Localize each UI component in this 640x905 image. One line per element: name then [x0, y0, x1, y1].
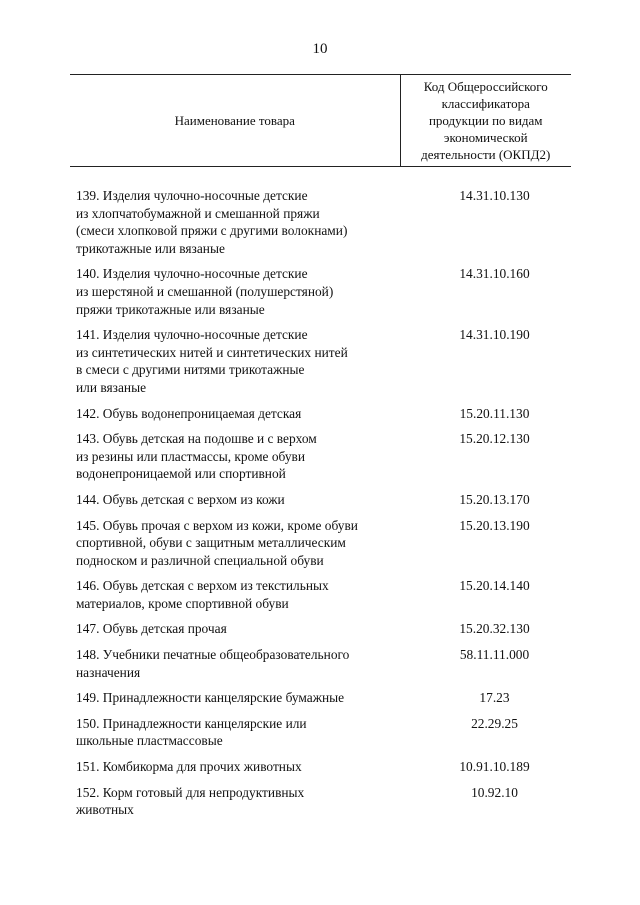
- table-row: [70, 577, 571, 620]
- product-name-cell: [70, 577, 400, 620]
- product-name-line: трикотажные или вязаные: [76, 240, 225, 256]
- product-name-cell: [70, 646, 400, 689]
- table-row: [70, 405, 571, 431]
- product-name-line: 142. Обувь водонепроницаемая детская: [76, 405, 302, 421]
- okpd2-code-cell: 14.31.10.130: [459, 188, 530, 203]
- product-name-line: 141. Изделия чулочно-носочные детские: [76, 327, 308, 343]
- header-code-line: продукции по видам: [428, 113, 543, 128]
- table-row: [70, 491, 571, 517]
- product-name-cell: [70, 715, 400, 758]
- table-row: [70, 620, 571, 646]
- product-name-line: 151. Комбикорма для прочих животных: [76, 759, 302, 775]
- product-name-cell: [70, 167, 400, 266]
- product-name-cell: [70, 758, 400, 784]
- product-name-line: 150. Принадлежности канцелярские или: [76, 715, 307, 731]
- okpd2-code-cell: 15.20.14.140: [459, 578, 530, 594]
- page-number: 10: [312, 41, 328, 57]
- product-name-line: 148. Учебники печатные общеобразовательного: [76, 647, 350, 663]
- table-row: [70, 326, 571, 404]
- header-code-line: деятельности (ОКПД2): [421, 147, 551, 162]
- table-header: [70, 75, 571, 167]
- product-name-cell: [70, 620, 400, 646]
- product-name-cell: [70, 784, 400, 827]
- product-name-line: из шерстяной и смешанной (полушерстяной): [76, 283, 334, 299]
- product-name-line: 139. Изделия чулочно-носочные детские: [76, 188, 308, 203]
- header-code-line: Код Общероссийского: [423, 79, 548, 94]
- okpd2-code-cell: 15.20.12.130: [459, 431, 530, 447]
- product-name-line: подноском и различной специальной обуви: [76, 552, 324, 568]
- product-name-line: спортивной, обуви с защитным металлическим: [76, 535, 346, 551]
- product-name-line: из резины или пластмассы, кроме обуви: [76, 448, 306, 464]
- product-name-cell: [70, 430, 400, 491]
- product-name-line: или вязаные: [76, 379, 147, 395]
- product-name-line: 152. Корм готовый для непродуктивных: [76, 784, 305, 800]
- product-name-line: 145. Обувь прочая с верхом из кожи, кроме обуви: [76, 517, 358, 533]
- table-row: [70, 430, 571, 491]
- table-row: [70, 646, 571, 689]
- product-name-line: 149. Принадлежности канцелярские бумажные: [76, 690, 345, 706]
- table-row: [70, 758, 571, 784]
- product-name-cell: [70, 326, 400, 404]
- product-name-line: из хлопчатобумажной и смешанной пряжи: [76, 205, 320, 221]
- table-row: [70, 167, 571, 266]
- product-name-line: материалов, кроме спортивной обуви: [76, 595, 289, 611]
- header-product-name: Наименование товара: [70, 75, 400, 167]
- header-okpd2-code: [400, 75, 571, 167]
- okpd2-code-cell: 14.31.10.160: [459, 266, 530, 282]
- product-name-line: (смеси хлопковой пряжи с другими волокнами): [76, 223, 348, 239]
- product-name-line: 140. Изделия чулочно-носочные детские: [76, 266, 308, 282]
- product-name-cell: [70, 405, 400, 431]
- okpd2-code-cell: 15.20.13.190: [459, 517, 530, 533]
- product-name-cell: [70, 517, 400, 578]
- product-name-line: 147. Обувь детская прочая: [76, 621, 227, 637]
- product-name-line: водонепроницаемой или спортивной: [76, 466, 286, 482]
- okpd2-code-cell: 10.91.10.189: [459, 759, 530, 775]
- table-row: [70, 517, 571, 578]
- header-code-line: классификатора: [441, 96, 530, 111]
- product-table: [70, 74, 571, 827]
- table-row: [70, 265, 571, 326]
- product-name-line: школьные пластмассовые: [76, 733, 223, 749]
- table-body: [70, 167, 571, 827]
- product-name-line: 146. Обувь детская с верхом из текстильных: [76, 578, 329, 594]
- okpd2-code-cell: 10.92.10: [471, 784, 518, 800]
- okpd2-code-cell: 17.23: [479, 690, 510, 706]
- product-name-line: пряжи трикотажные или вязаные: [76, 301, 265, 317]
- product-name-line: из синтетических нитей и синтетических нитей: [76, 344, 348, 360]
- okpd2-code-cell: 14.31.10.190: [459, 327, 530, 343]
- product-name-line: 143. Обувь детская на подошве и с верхом: [76, 431, 317, 447]
- okpd2-code-cell: 22.29.25: [471, 715, 518, 731]
- header-code-line: экономической: [443, 130, 528, 145]
- product-name-line: назначения: [76, 664, 141, 680]
- product-name-line: в смеси с другими нитями трикотажные: [76, 362, 305, 378]
- product-name-cell: [70, 491, 400, 517]
- table-row: [70, 689, 571, 715]
- table-row: [70, 715, 571, 758]
- okpd2-code-cell: 15.20.11.130: [459, 405, 530, 421]
- okpd2-code-cell: 15.20.13.170: [459, 491, 530, 507]
- product-name-line: 144. Обувь детская с верхом из кожи: [76, 491, 285, 507]
- okpd2-code-cell: 15.20.32.130: [459, 621, 530, 637]
- product-name-cell: [70, 265, 400, 326]
- table-row: [70, 784, 571, 827]
- product-name-cell: [70, 689, 400, 715]
- product-name-line: животных: [76, 802, 134, 818]
- okpd2-code-cell: 58.11.11.000: [459, 647, 530, 663]
